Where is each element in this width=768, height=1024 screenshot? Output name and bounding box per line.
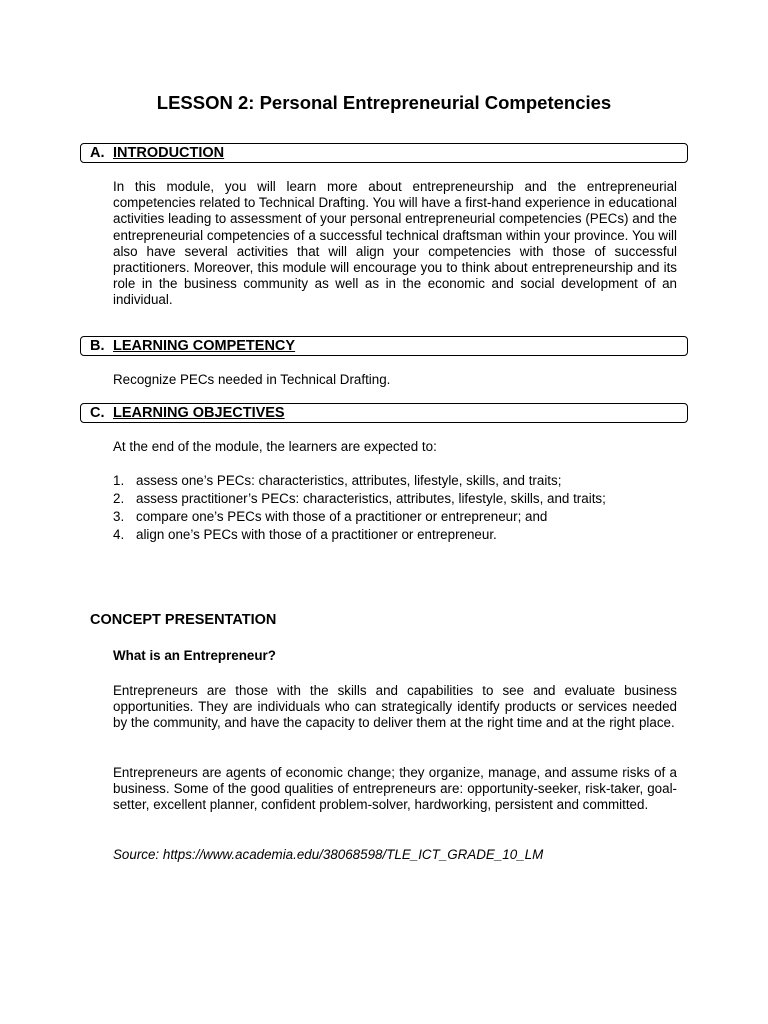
list-item-number: 2. xyxy=(113,491,125,506)
objectives-list xyxy=(113,472,683,544)
section-b-heading xyxy=(90,337,650,355)
concept-subheading: What is an Entrepreneur? xyxy=(113,648,276,663)
concept-heading: CONCEPT PRESENTATION xyxy=(90,612,277,628)
section-c-heading xyxy=(90,404,650,422)
learning-competency-text: Recognize PECs needed in Technical Drafting. xyxy=(113,372,391,387)
concept-paragraph-2: Entrepreneurs are agents of economic change; they organize, manage, and assume risks of a business. Some of the good qualities of entrepreneurs are: opportunity-seeker, risk-taker, goal-setter, excellent planner, confident problem-solver, hardworking, persistent and committed. xyxy=(113,765,677,813)
list-item-number: 1. xyxy=(113,473,125,488)
lesson-title: LESSON 2: Personal Entrepreneurial Competencies xyxy=(156,92,612,113)
list-item xyxy=(113,490,683,508)
section-c-label: LEARNING OBJECTIVES xyxy=(113,405,285,421)
list-item-text: assess practitioner’s PECs: characteristics, attributes, lifestyle, skills, and traits; xyxy=(136,491,606,506)
list-item-number: 3. xyxy=(113,509,125,524)
section-a-letter: A. xyxy=(90,145,105,161)
section-a-label: INTRODUCTION xyxy=(113,145,225,161)
introduction-paragraph: In this module, you will learn more about entrepreneurship and the entrepreneurial competencies related to Technical Drafting. You will have a first-hand experience in educational activities leading to assessment of your personal entrepreneurial competencies (PECs) and the entrepreneurial competencies of a successful technical draftsman within your province. You will also have several activities that will align your competencies with those of successful practitioners. Moreover, this module will encourage you to think about entrepreneurship and its role in the business community as well as in the economic and social development of an individual. xyxy=(113,179,677,308)
list-item xyxy=(113,526,683,544)
list-item-text: assess one’s PECs: characteristics, attributes, lifestyle, skills, and traits; xyxy=(136,473,562,488)
list-item-number: 4. xyxy=(113,527,125,542)
objectives-intro: At the end of the module, the learners are expected to: xyxy=(113,439,437,454)
section-c-letter: C. xyxy=(90,405,105,421)
list-item xyxy=(113,472,683,490)
list-item-text: align one’s PECs with those of a practitioner or entrepreneur. xyxy=(136,527,497,542)
list-item-text: compare one’s PECs with those of a practitioner or entrepreneur; and xyxy=(136,509,548,524)
list-item xyxy=(113,508,683,526)
source-citation: Source: https://www.academia.edu/38068598/TLE_ICT_GRADE_10_LM xyxy=(113,847,544,862)
section-b-letter: B. xyxy=(90,338,105,354)
section-a-heading xyxy=(90,144,650,162)
section-b-label: LEARNING COMPETENCY xyxy=(113,338,296,354)
concept-paragraph-1: Entrepreneurs are those with the skills and capabilities to see and evaluate business opportunities. They are individuals who can strategically identify products or services needed by the community, and have the capacity to deliver them at the right time and at the right place. xyxy=(113,683,677,731)
